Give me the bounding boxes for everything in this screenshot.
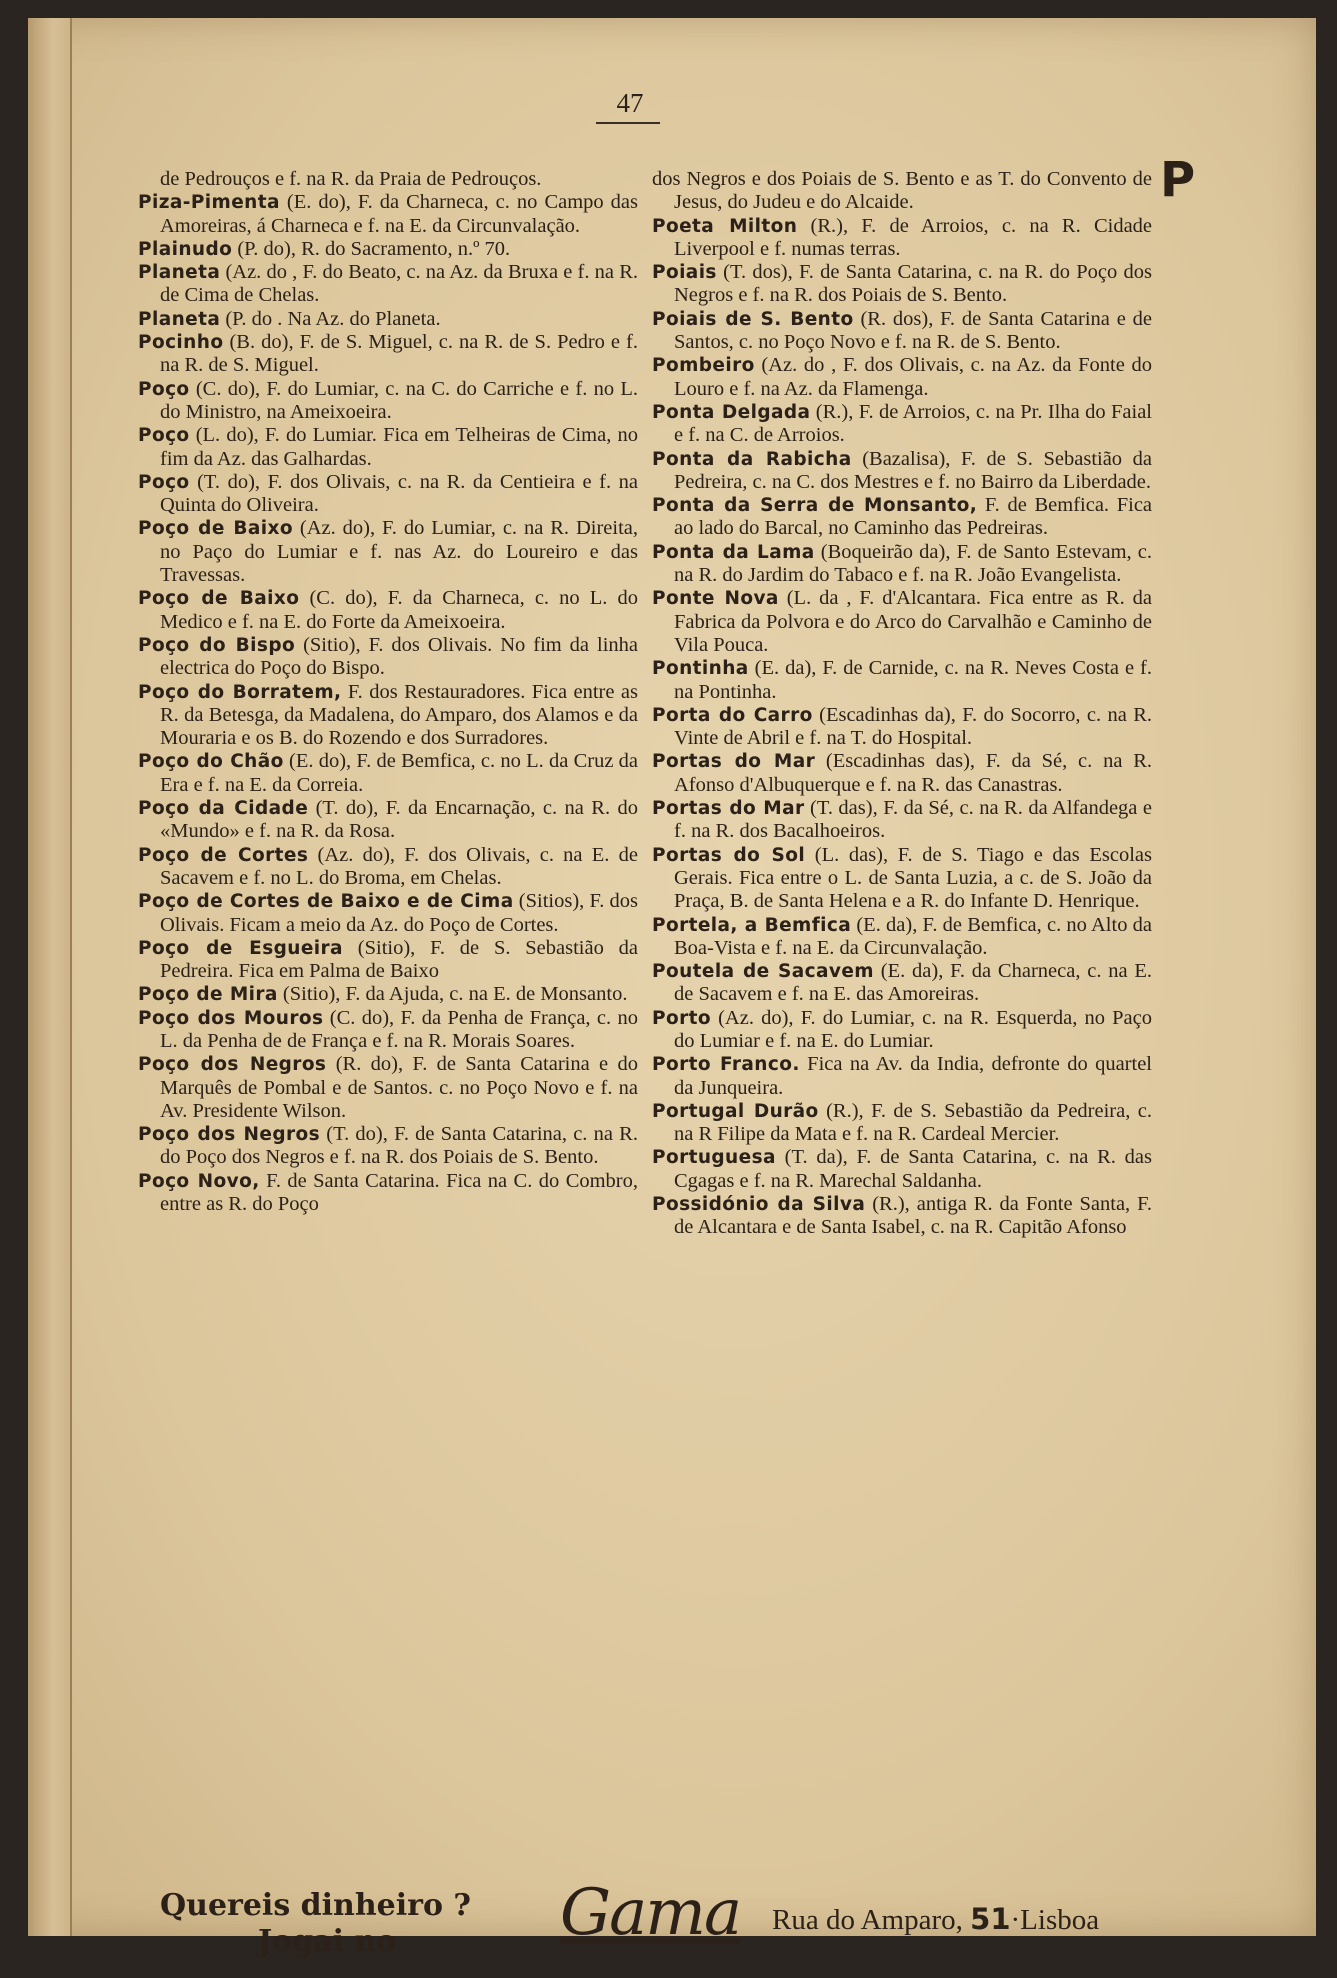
- street-name: Possidónio da Silva: [652, 1194, 866, 1216]
- street-entry: [652, 914, 1152, 961]
- street-name: Poço do Borratem,: [138, 681, 342, 703]
- street-description: (R.), F. de Arroios, c. na R. Cidade Liverpool e f. numas terras.: [674, 214, 1153, 260]
- street-name: Porta do Carro: [652, 704, 813, 726]
- street-description: (E. da), F. de Bemfica, c. no Alto da Boa-Vista e f. na E. da Circunvalação.: [674, 913, 1152, 959]
- street-description: de Pedrouços e f. na R. da Praia de Pedrouços.: [160, 168, 542, 190]
- street-entry: [138, 587, 638, 634]
- street-entry: [652, 168, 1152, 215]
- street-name: Poço de Baixo: [138, 518, 293, 540]
- street-entry: [652, 354, 1152, 401]
- street-entry: [652, 587, 1152, 657]
- street-description: (Az. do , F. dos Olivais, c. na Az. da Fonte do Louro e f. na Az. da Flamenga.: [674, 354, 1153, 400]
- street-description: (T. do), F. de Santa Catarina, c. na R. do Poço dos Negros e f. na R. dos Poiais de S. Bento.: [160, 1123, 638, 1169]
- street-description: (Sitio), F. da Ajuda, c. na E. de Monsanto.: [282, 983, 628, 1006]
- street-description: (C. do), F. do Lumiar, c. na C. do Carriche e f. no L. do Ministro, na Ameixoeira.: [160, 377, 638, 423]
- ad-slogan-line1: Quereis dinheiro ?: [160, 1888, 471, 1923]
- street-description: (E. da), F. de Carnide, c. na R. Neves Costa e f. na Pontinha.: [674, 657, 1153, 703]
- street-name: Poço: [138, 471, 190, 493]
- street-name: Poeta Milton: [652, 215, 798, 237]
- street-name: Poço de Esgueira: [138, 937, 343, 959]
- street-name: Ponta da Lama: [652, 541, 815, 563]
- street-description: (Sitio), F. dos Olivais. No fim da linha electrica do Poço do Bispo.: [160, 633, 638, 680]
- street-entry: [652, 1100, 1152, 1147]
- street-entry: [138, 308, 638, 331]
- street-description: (R.), F. de Arroios, c. na Pr. Ilha do Faial e f. na C. de Arroios.: [674, 400, 1153, 447]
- street-name: Portela, a Bemfica: [652, 914, 852, 936]
- street-entry: [138, 1053, 638, 1123]
- street-description: F. de Bemfica. Fica ao lado do Barcal, no Caminho das Pedreiras.: [674, 494, 1153, 540]
- street-entry: [652, 797, 1152, 844]
- street-entry: [652, 1007, 1152, 1054]
- street-entry: [138, 1007, 638, 1054]
- street-entry: [652, 844, 1152, 914]
- street-entry: [138, 750, 638, 797]
- street-entry: [652, 494, 1152, 541]
- street-entry: [138, 517, 638, 587]
- street-name: Poço: [138, 378, 190, 400]
- page-binding: [28, 18, 72, 1936]
- street-entry: [138, 681, 638, 751]
- street-entry: [652, 1146, 1152, 1193]
- street-description: (Boqueirão da), F. de Santo Estevam, c. na R. do Jardim do Tabaco e f. na R. João Evangelista.: [674, 540, 1153, 587]
- ad-slogan-line2: Jogai no: [258, 1924, 397, 1959]
- street-name: Poço dos Mouros: [138, 1007, 324, 1029]
- left-column: [138, 168, 638, 1216]
- street-entry: [138, 1123, 638, 1170]
- street-name: Porto: [652, 1007, 711, 1029]
- street-description: (L. do), F. do Lumiar. Fica em Telheiras de Cima, no fim da Az. das Galhardas.: [160, 424, 638, 470]
- street-entry: [138, 937, 638, 984]
- street-description: (Az. do), F. do Lumiar, c. na R. Direita, no Paço do Lumiar e f. nas Az. do Loureiro e das Travessas.: [160, 517, 639, 587]
- street-entry: [138, 634, 638, 681]
- street-entry: [652, 1193, 1152, 1240]
- street-name: Ponta da Serra de Monsanto,: [652, 495, 978, 517]
- street-name: Ponta da Rabicha: [652, 448, 852, 470]
- street-name: Portuguesa: [652, 1147, 776, 1169]
- street-name: Poço de Mira: [138, 984, 278, 1006]
- page-number-rule: [596, 122, 660, 124]
- street-name: Ponte Nova: [652, 588, 779, 610]
- street-entry: [652, 960, 1152, 1007]
- street-name: Porto Franco.: [652, 1054, 800, 1076]
- street-description: (T. do), F. da Encarnação, c. na R. do «Mundo» e f. na R. da Rosa.: [160, 797, 639, 843]
- street-description: F. dos Restauradores. Fica entre as R. da Betesga, da Madalena, do Amparo, dos Alamos e da Mouraria e os B. do Rozendo e dos Surradores.: [160, 680, 638, 750]
- street-entry: [138, 424, 638, 471]
- street-name: Poço dos Negros: [138, 1054, 327, 1076]
- street-name: Poço do Chão: [138, 751, 284, 773]
- street-name: Poço dos Negros: [138, 1124, 321, 1146]
- street-description: (Az. do , F. do Beato, c. na Az. da Bruxa e f. na R. de Cima de Chelas.: [160, 261, 639, 307]
- street-description: (Sitio), F. de S. Sebastião da Pedreira. Fica em Palma de Baixo: [160, 936, 638, 983]
- ad-address-prefix: Rua do Amparo,: [772, 1904, 963, 1936]
- street-description: (Escadinhas da), F. do Socorro, c. na R. Vinte de Abril e f. na T. do Hospital.: [674, 703, 1153, 750]
- street-entry: [652, 448, 1152, 495]
- street-name: Planeta: [138, 262, 221, 284]
- street-description: (Az. do), F. dos Olivais, c. na E. de Sacavem e f. no L. do Broma, em Chelas.: [160, 843, 639, 889]
- street-name: Planeta: [138, 308, 221, 330]
- street-name: Pombeiro: [652, 355, 755, 377]
- street-entry: [652, 261, 1152, 308]
- street-name: Portas do Mar: [652, 751, 816, 773]
- street-description: (E. do), F. de Bemfica, c. no L. da Cruz da Era e f. na E. da Correia.: [160, 750, 639, 796]
- street-description: (Sitios), F. dos Olivais. Ficam a meio da Az. do Poço de Cortes.: [160, 890, 638, 936]
- street-entry: [138, 983, 638, 1006]
- street-entry: [138, 191, 638, 238]
- street-description: (B. do), F. de S. Miguel, c. na R. de S. Pedro e f. na R. de S. Miguel.: [160, 331, 639, 377]
- street-description: (C. do), F. da Charneca, c. no L. do Medico e f. na E. do Forte da Ameixoeira.: [160, 587, 639, 633]
- street-entry: [652, 308, 1152, 355]
- street-entry: [652, 704, 1152, 751]
- street-description: (T. das), F. da Sé, c. na R. da Alfandega e f. na R. dos Bacalhoeiros.: [674, 797, 1152, 843]
- street-description: (E. do), F. da Charneca, c. no Campo das Amoreiras, á Charneca e f. na E. da Circunvalação.: [160, 191, 639, 237]
- street-name: Poutela de Sacavem: [652, 961, 874, 983]
- ad-slogan: [160, 1888, 471, 1960]
- street-name: Pocinho: [138, 332, 224, 354]
- street-description: (R.), antiga R. da Fonte Santa, F. de Alcantara e de Santa Isabel, c. na R. Capitão Afonso: [674, 1193, 1153, 1239]
- street-name: Plainudo: [138, 238, 233, 260]
- street-name: Poiais: [652, 262, 717, 284]
- street-description: dos Negros e dos Poiais de S. Bento e as T. do Convento de Jesus, do Judeu e do Alcaide.: [652, 168, 1152, 214]
- street-name: Poiais de S. Bento: [652, 308, 854, 330]
- ad-address-city: ·Lisboa: [1010, 1904, 1100, 1936]
- street-name: Ponta Delgada: [652, 401, 811, 423]
- street-description: (R. dos), F. de Santa Catarina e de Santos, c. no Poço Novo e f. na R. de S. Bento.: [674, 307, 1153, 354]
- street-name: Poço Novo,: [138, 1170, 260, 1192]
- right-column: [652, 168, 1152, 1240]
- street-description: (R.), F. de S. Sebastião da Pedreira, c. na R Filipe da Mata e f. na R. Cardeal Mercier.: [674, 1099, 1153, 1146]
- street-description: Fica na Av. da India, defronte do quartel da Junqueira.: [674, 1053, 1152, 1099]
- street-name: Portas do Mar: [652, 798, 805, 820]
- street-name: Pontinha: [652, 658, 749, 680]
- street-entry: [138, 168, 638, 191]
- street-description: (Az. do), F. do Lumiar, c. na R. Esquerda, no Paço do Lumiar e f. na E. do Lumiar.: [674, 1006, 1152, 1052]
- street-name: Piza-Pimenta: [138, 192, 280, 214]
- street-description: (P. do . Na Az. do Planeta.: [225, 307, 441, 330]
- street-name: Portugal Durão: [652, 1100, 819, 1122]
- street-entry: [138, 378, 638, 425]
- street-description: (C. do), F. da Penha de França, c. no L. da Penha de de França e f. na R. Morais Soares.: [160, 1006, 638, 1052]
- street-entry: [652, 657, 1152, 704]
- street-entry: [138, 844, 638, 891]
- page-number: 47: [616, 88, 644, 118]
- street-name: Poço: [138, 425, 190, 447]
- street-name: Poço de Baixo: [138, 588, 300, 610]
- street-entry: [138, 797, 638, 844]
- street-entry: [138, 238, 638, 261]
- section-letter: P: [1160, 152, 1196, 208]
- street-entry: [138, 1170, 638, 1217]
- street-entry: [138, 331, 638, 378]
- street-description: (E. da), F. da Charneca, c. na E. de Sacavem e f. na E. das Amoreiras.: [674, 960, 1153, 1006]
- street-name: Poço do Bispo: [138, 634, 296, 656]
- street-name: Poço de Cortes: [138, 844, 309, 866]
- street-description: (R. do), F. de Santa Catarina e do Marquês de Pombal e de Santos. c. no Poço Novo e f. na Av. Presidente Wilson.: [160, 1053, 638, 1122]
- street-entry: [652, 541, 1152, 588]
- street-name: Poço da Cidade: [138, 798, 309, 820]
- street-description: (T. dos), F. de Santa Catarina, c. na R. do Poço dos Negros e f. na R. dos Poiais de S. Bento.: [674, 261, 1153, 307]
- street-description: (T. do), F. dos Olivais, c. na R. da Centieira e f. na Quinta do Oliveira.: [160, 470, 638, 517]
- gama-logo: Gama: [560, 1876, 741, 1950]
- street-description: (Bazalisa), F. de S. Sebastião da Pedreira, c. na C. dos Mestres e f. no Bairro da Liberdade.: [674, 447, 1152, 493]
- street-description: (T. da), F. de Santa Catarina, c. na R. das Cgagas e f. na R. Marechal Saldanha.: [674, 1146, 1153, 1192]
- street-name: Portas do Sol: [652, 844, 806, 866]
- street-entry: [652, 750, 1152, 797]
- street-entry: [652, 1053, 1152, 1100]
- street-entry: [652, 401, 1152, 448]
- street-entry: [138, 890, 638, 937]
- street-description: (L. da , F. d'Alcantara. Fica entre as R. da Fabrica da Polvora e do Arco do Carvalhão e Caminho de Vila Pouca.: [674, 587, 1152, 656]
- street-entry: [138, 471, 638, 518]
- street-description: (P. do), R. do Sacramento, n.º 70.: [237, 237, 511, 260]
- street-name: Poço de Cortes de Baixo e de Cima: [138, 891, 514, 913]
- street-entry: [652, 215, 1152, 262]
- street-entry: [138, 261, 638, 308]
- ad-address: [772, 1902, 1099, 1937]
- advertisement: [160, 1876, 1160, 1978]
- street-description: F. de Santa Catarina. Fica na C. do Combro, entre as R. do Poço: [160, 1169, 639, 1216]
- street-description: (Escadinhas das), F. da Sé, c. na R. Afonso d'Albuquerque e f. na R. das Canastras.: [674, 750, 1152, 796]
- ad-address-number: 51: [970, 1902, 1011, 1936]
- street-description: (L. das), F. de S. Tiago e das Escolas Gerais. Fica entre o L. de Santa Luzia, a c. de S. João da Praça, B. de Santa Helena e a R. do Infante D. Henrique.: [674, 843, 1153, 913]
